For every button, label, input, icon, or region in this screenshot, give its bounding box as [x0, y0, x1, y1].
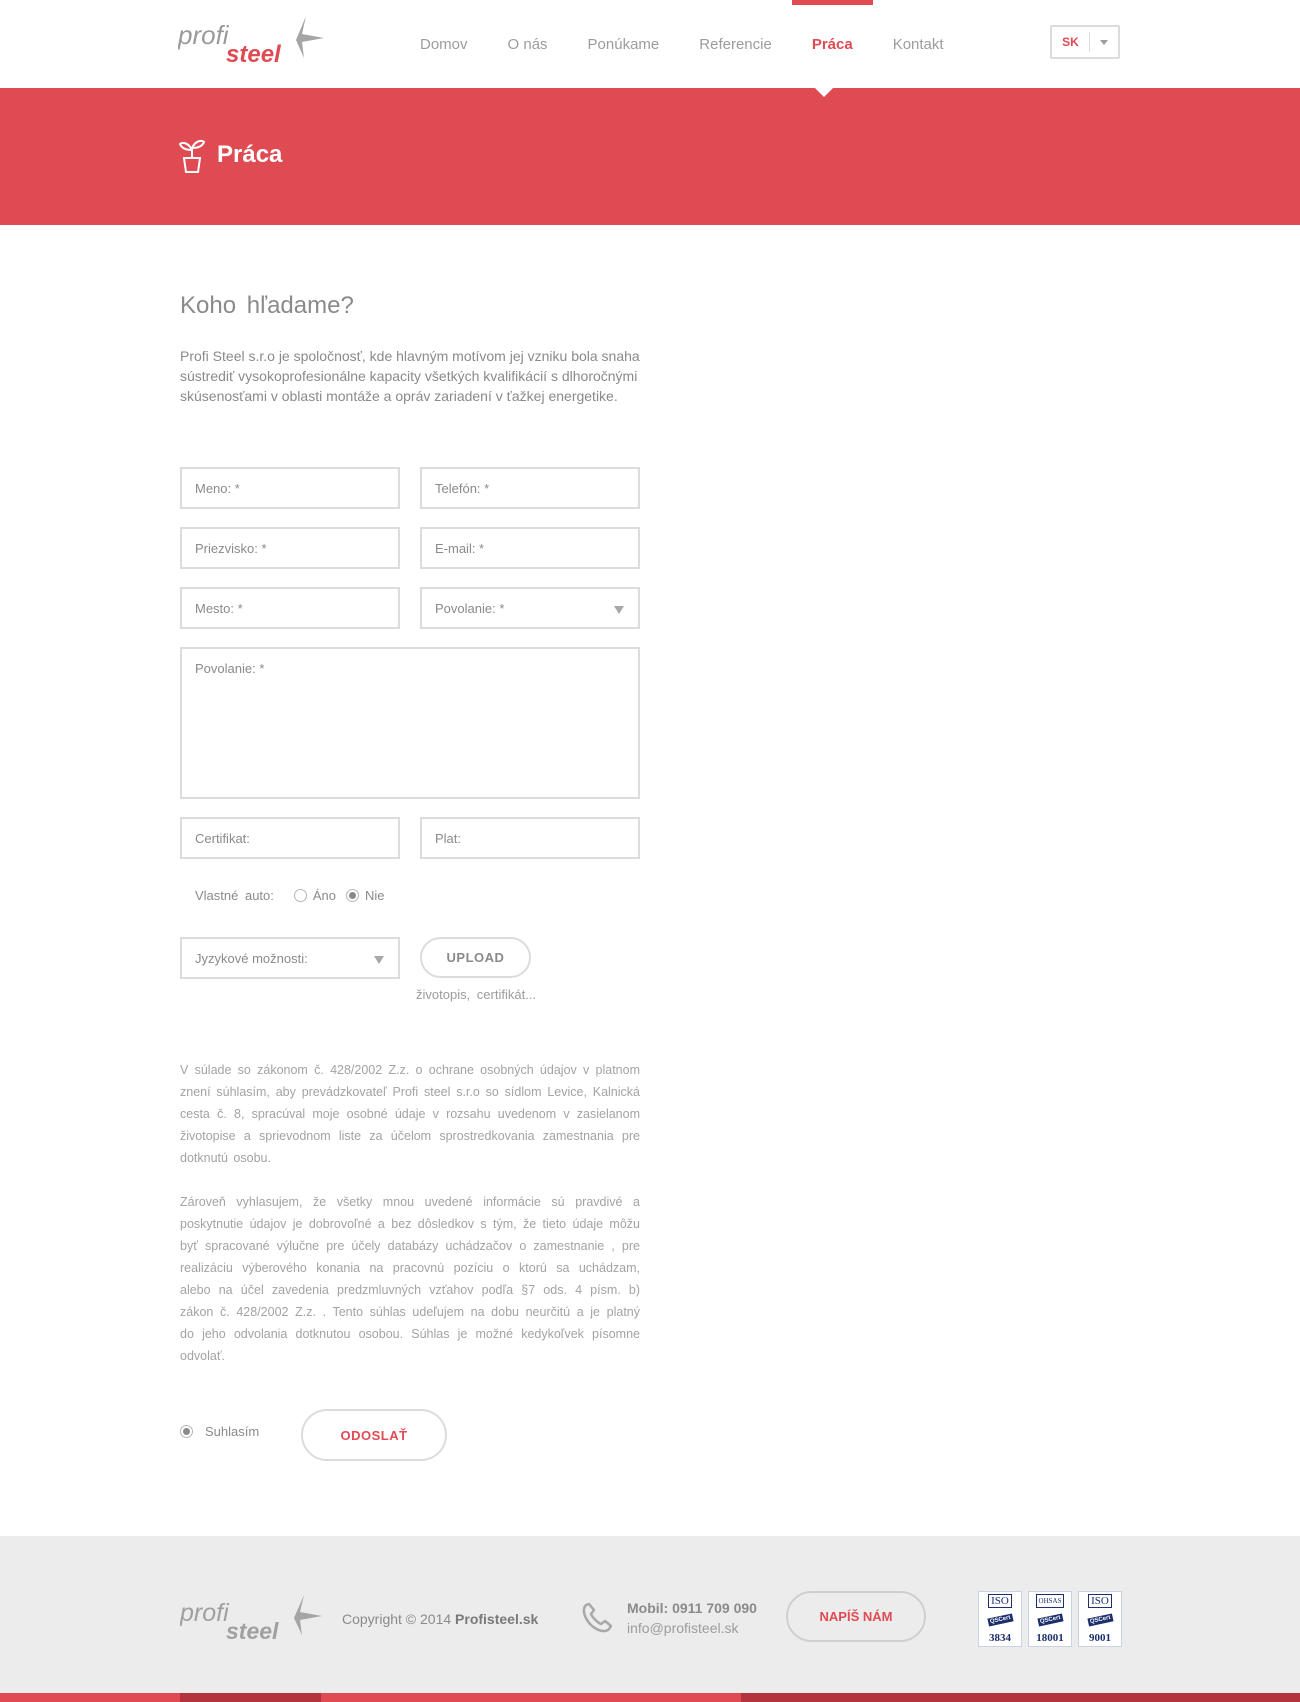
site-footer	[0, 1536, 1300, 1693]
intro-paragraph: Profi Steel s.r.o je spoločnosť, kde hlavným motívom jej vzniku bola snaha sústrediť vysokoprofesionálne kapacity všetkých kvalifikácií s dlhoročnými skúsenosťami v oblasti montáže a opráv zariadení v ťažkej energetike.	[180, 348, 640, 404]
nav-item-praca[interactable]: Práca	[792, 0, 873, 88]
cert-top: OHSAS	[1036, 1594, 1065, 1608]
plant-pot-icon	[178, 138, 206, 174]
phone-icon	[580, 1601, 614, 1635]
footer-stripe-segment	[180, 1693, 321, 1702]
city-placeholder: Mesto: *	[195, 600, 243, 616]
cert-issuer: QSCert	[1087, 1614, 1113, 1627]
profession-textarea-placeholder: Povolanie: *	[195, 661, 265, 676]
language-select[interactable]	[1050, 25, 1120, 59]
agree-group	[180, 1424, 259, 1439]
nav-item-referencie[interactable]: Referencie	[699, 35, 772, 53]
email-input[interactable]	[420, 527, 640, 569]
dropdown-arrow-icon	[374, 956, 384, 964]
submit-button[interactable]: ODOSLAŤ	[301, 1409, 447, 1461]
own-car-yes-label[interactable]: Áno	[312, 888, 337, 903]
site-header	[0, 0, 1300, 88]
footer-logo-text-steel: steel	[226, 1618, 279, 1643]
languages-select[interactable]	[180, 937, 400, 979]
copyright-site: Profisteel.sk	[455, 1611, 539, 1627]
languages-select-placeholder: Jyzykové možnosti:	[195, 950, 308, 966]
copyright-prefix: Copyright © 2014	[342, 1611, 452, 1627]
cert-badge-iso-3834	[978, 1591, 1022, 1647]
profession-textarea[interactable]	[180, 647, 640, 799]
cert-number: 18001	[1036, 1632, 1064, 1644]
last-name-input[interactable]	[180, 527, 400, 569]
cert-number: 9001	[1089, 1632, 1111, 1644]
own-car-no-label[interactable]: Nie	[365, 888, 385, 903]
salary-placeholder: Plat:	[435, 830, 462, 846]
chevron-down-icon	[1090, 40, 1118, 45]
legal-consent-text-2: Zároveň vyhlasujem, že všetky mnou uvedené informácie sú pravdivé a poskytnutie údajov je dobrovoľné a bez dôsledkov s tým, že tieto údaje môžu byť spracované výlučne pre účely databázy uchádzačov o zamestnanie , pre realizáciu výberového konania na pracovnú pozíciu o ktorú sa uchádzam, alebo na účel zavedenia predzmluvných vzťahov podľa §7 ods. 4 písm. b) zákon č. 428/2002 Z.z. . Tento súhlas udeľujem na dobu neurčitú a je platný do jeho odvolania dotknutou osobou. Súhlas je možné kedykoľvek písomne odvolať.	[180, 1195, 640, 1363]
certification-badges	[978, 1591, 1122, 1647]
nav-item-ponukame[interactable]: Ponúkame	[587, 35, 660, 53]
email-placeholder: E-mail: *	[435, 540, 485, 556]
upload-hint: životopis, certifikát...	[416, 987, 537, 1002]
footer-logo[interactable]	[180, 1593, 322, 1643]
nav-item-kontakt[interactable]: Kontakt	[892, 35, 944, 53]
profession-select-placeholder: Povolanie: *	[435, 600, 505, 616]
dropdown-arrow-icon	[614, 606, 624, 614]
section-heading: Koho hľadame?	[180, 292, 354, 319]
active-nav-notch	[815, 88, 833, 97]
copyright	[342, 1611, 538, 1627]
cert-number: 3834	[989, 1632, 1011, 1644]
own-car-group	[195, 888, 395, 903]
cert-top: ISO	[988, 1594, 1012, 1608]
own-car-yes-radio[interactable]	[294, 889, 307, 902]
own-car-no-radio[interactable]	[346, 889, 359, 902]
agree-radio[interactable]	[180, 1425, 193, 1438]
footer-logo-text-profi: profi	[180, 1599, 229, 1627]
cert-issuer: QSCert	[1037, 1614, 1063, 1627]
main-nav	[400, 0, 964, 88]
city-input[interactable]	[180, 587, 400, 629]
upload-button[interactable]: UPLOAD	[420, 937, 531, 978]
agree-label[interactable]: Suhlasím	[205, 1424, 260, 1439]
first-name-input[interactable]	[180, 467, 400, 509]
logo-text-steel: steel	[226, 41, 281, 66]
logo-text-profi: profi	[178, 20, 229, 50]
cert-badge-ohsas-18001	[1028, 1591, 1072, 1647]
footer-stripe-segment	[741, 1693, 1300, 1702]
profisteel-logo[interactable]	[178, 14, 324, 66]
footer-contact	[627, 1598, 757, 1638]
footer-stripe	[0, 1693, 1300, 1702]
profession-select[interactable]	[420, 587, 640, 629]
legal-consent-text-1: V súlade so zákonom č. 428/2002 Z.z. o ochrane osobných údajov v platnom znení súhlasím, aby prevádzkovateľ Profi steel s.r.o so sídlom Levice, Kalnická cesta č. 8, spracúval moje osobné údaje v rozsahu uvedenom v zasielanom životopise a sprievodnom liste za účelom sprostredkovania zamestnania pre dotknutú osobu.	[180, 1063, 640, 1165]
salary-input[interactable]	[420, 817, 640, 859]
phone-placeholder: Telefón: *	[435, 480, 490, 496]
page-title: Práca	[217, 141, 283, 168]
footer-mobile[interactable]: Mobil: 0911 709 090	[627, 1600, 757, 1616]
footer-email[interactable]: info@profisteel.sk	[627, 1620, 739, 1636]
page-banner	[0, 88, 1300, 225]
nav-item-domov[interactable]: Domov	[420, 35, 468, 53]
cert-top: ISO	[1088, 1594, 1112, 1608]
last-name-placeholder: Priezvisko: *	[195, 540, 267, 556]
cert-badge-iso-9001	[1078, 1591, 1122, 1647]
write-us-button[interactable]: NAPÍŠ NÁM	[786, 1591, 926, 1642]
certificate-input[interactable]	[180, 817, 400, 859]
first-name-placeholder: Meno: *	[195, 480, 240, 496]
own-car-label: Vlastné auto:	[195, 888, 274, 903]
language-code: SK	[1052, 32, 1090, 52]
certificate-placeholder: Certifikat:	[195, 830, 250, 846]
phone-input[interactable]	[420, 467, 640, 509]
cert-issuer: QSCert	[987, 1614, 1013, 1627]
nav-item-o-nas[interactable]: O nás	[507, 35, 548, 53]
